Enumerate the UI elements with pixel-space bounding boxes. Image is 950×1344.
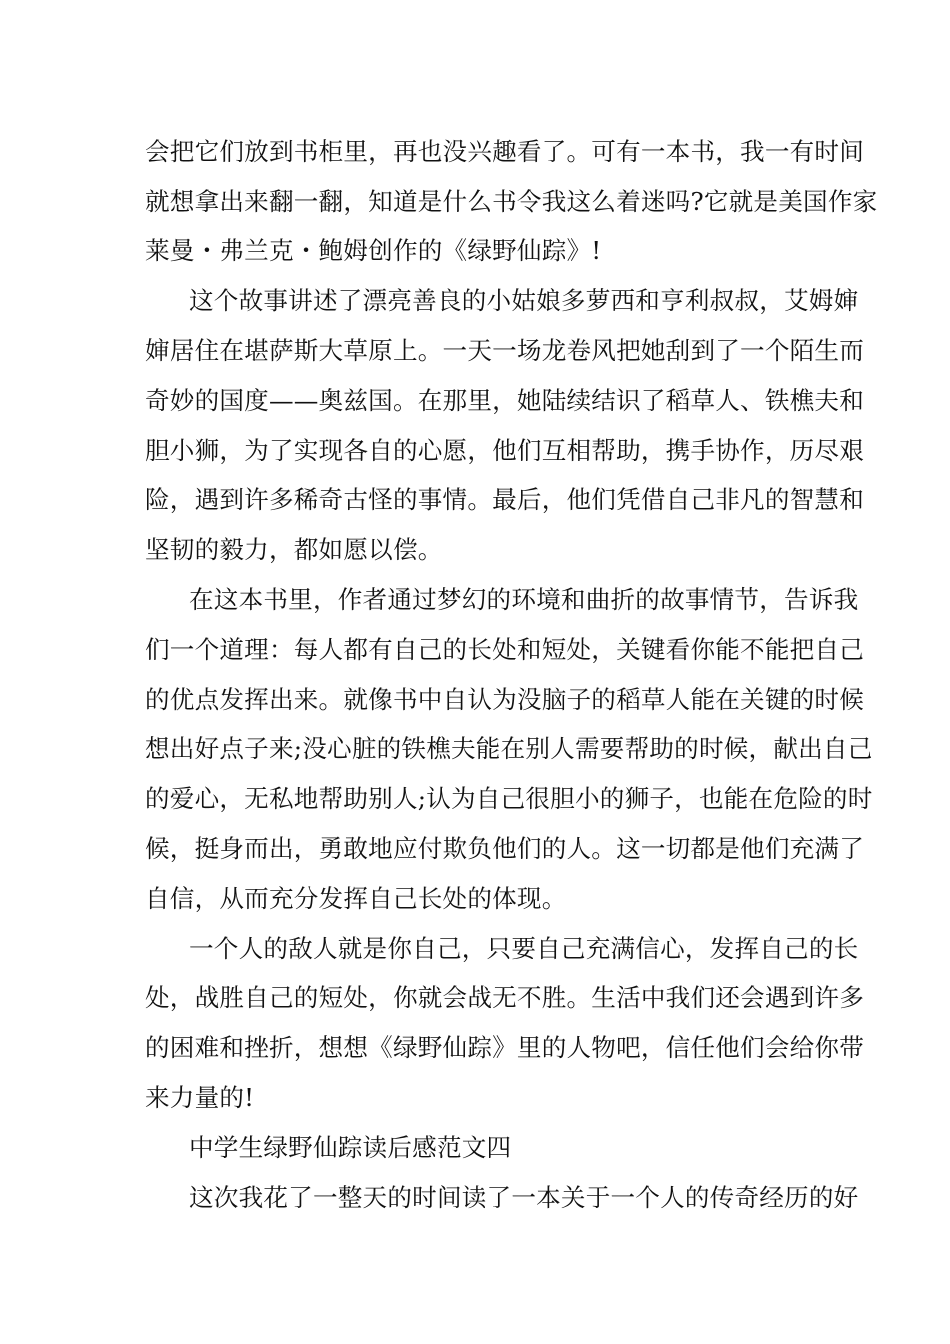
text-line: 莱曼・弗兰克・鲍姆创作的《绿野仙踪》! [145,236,602,265]
text-line: 坚韧的毅力，都如愿以偿。 [145,535,443,564]
text-line: 奇妙的国度——奥兹国。在那里，她陆续结识了稻草人、铁樵夫和 [145,386,865,415]
paragraph-first-line: 这次我花了一整天的时间读了一本关于一个人的传奇经历的好 [189,1183,859,1212]
paragraph-first-line: 一个人的敌人就是你自己，只要自己充满信心，发挥自己的长 [189,934,859,963]
text-line: 的困难和挫折，想想《绿野仙踪》里的人物吧，信任他们会给你带 [145,1033,865,1062]
text-line: 会把它们放到书柜里，再也没兴趣看了。可有一本书，我一有时间 [145,137,865,166]
text-line: 胆小狮，为了实现各自的心愿，他们互相帮助，携手协作，历尽艰 [145,436,865,465]
text-line: 处，战胜自己的短处，你就会战无不胜。生活中我们还会遇到许多 [145,983,865,1012]
text-line: 险，遇到许多稀奇古怪的事情。最后，他们凭借自己非凡的智慧和 [145,485,865,514]
paragraph-first-line: 在这本书里，作者通过梦幻的环境和曲折的故事情节，告诉我 [189,585,859,614]
text-line: 候，挺身而出，勇敢地应付欺负他们的人。这一切都是他们充满了 [145,834,865,863]
text-line: 婶居住在堪萨斯大草原上。一天一场龙卷风把她刮到了一个陌生而 [145,336,865,365]
text-line: 们一个道理：每人都有自己的长处和短处，关键看你能不能把自己 [145,635,865,664]
paragraph-first-line: 这个故事讲述了漂亮善良的小姑娘多萝西和亨利叔叔，艾姆婶 [189,286,859,315]
section-heading: 中学生绿野仙踪读后感范文四 [189,1133,512,1162]
text-line: 的优点发挥出来。就像书中自认为没脑子的稻草人能在关键的时候 [145,685,865,714]
text-line: 来力量的! [145,1083,255,1112]
text-line: 自信，从而充分发挥自己长处的体现。 [145,884,567,913]
text-line: 就想拿出来翻一翻，知道是什么书令我这么着迷吗?它就是美国作家 [145,187,878,216]
text-line: 想出好点子来;没心脏的铁樵夫能在别人需要帮助的时候，献出自己 [145,734,873,763]
text-line: 的爱心，无私地帮助别人;认为自己很胆小的狮子，也能在危险的时 [145,784,873,813]
